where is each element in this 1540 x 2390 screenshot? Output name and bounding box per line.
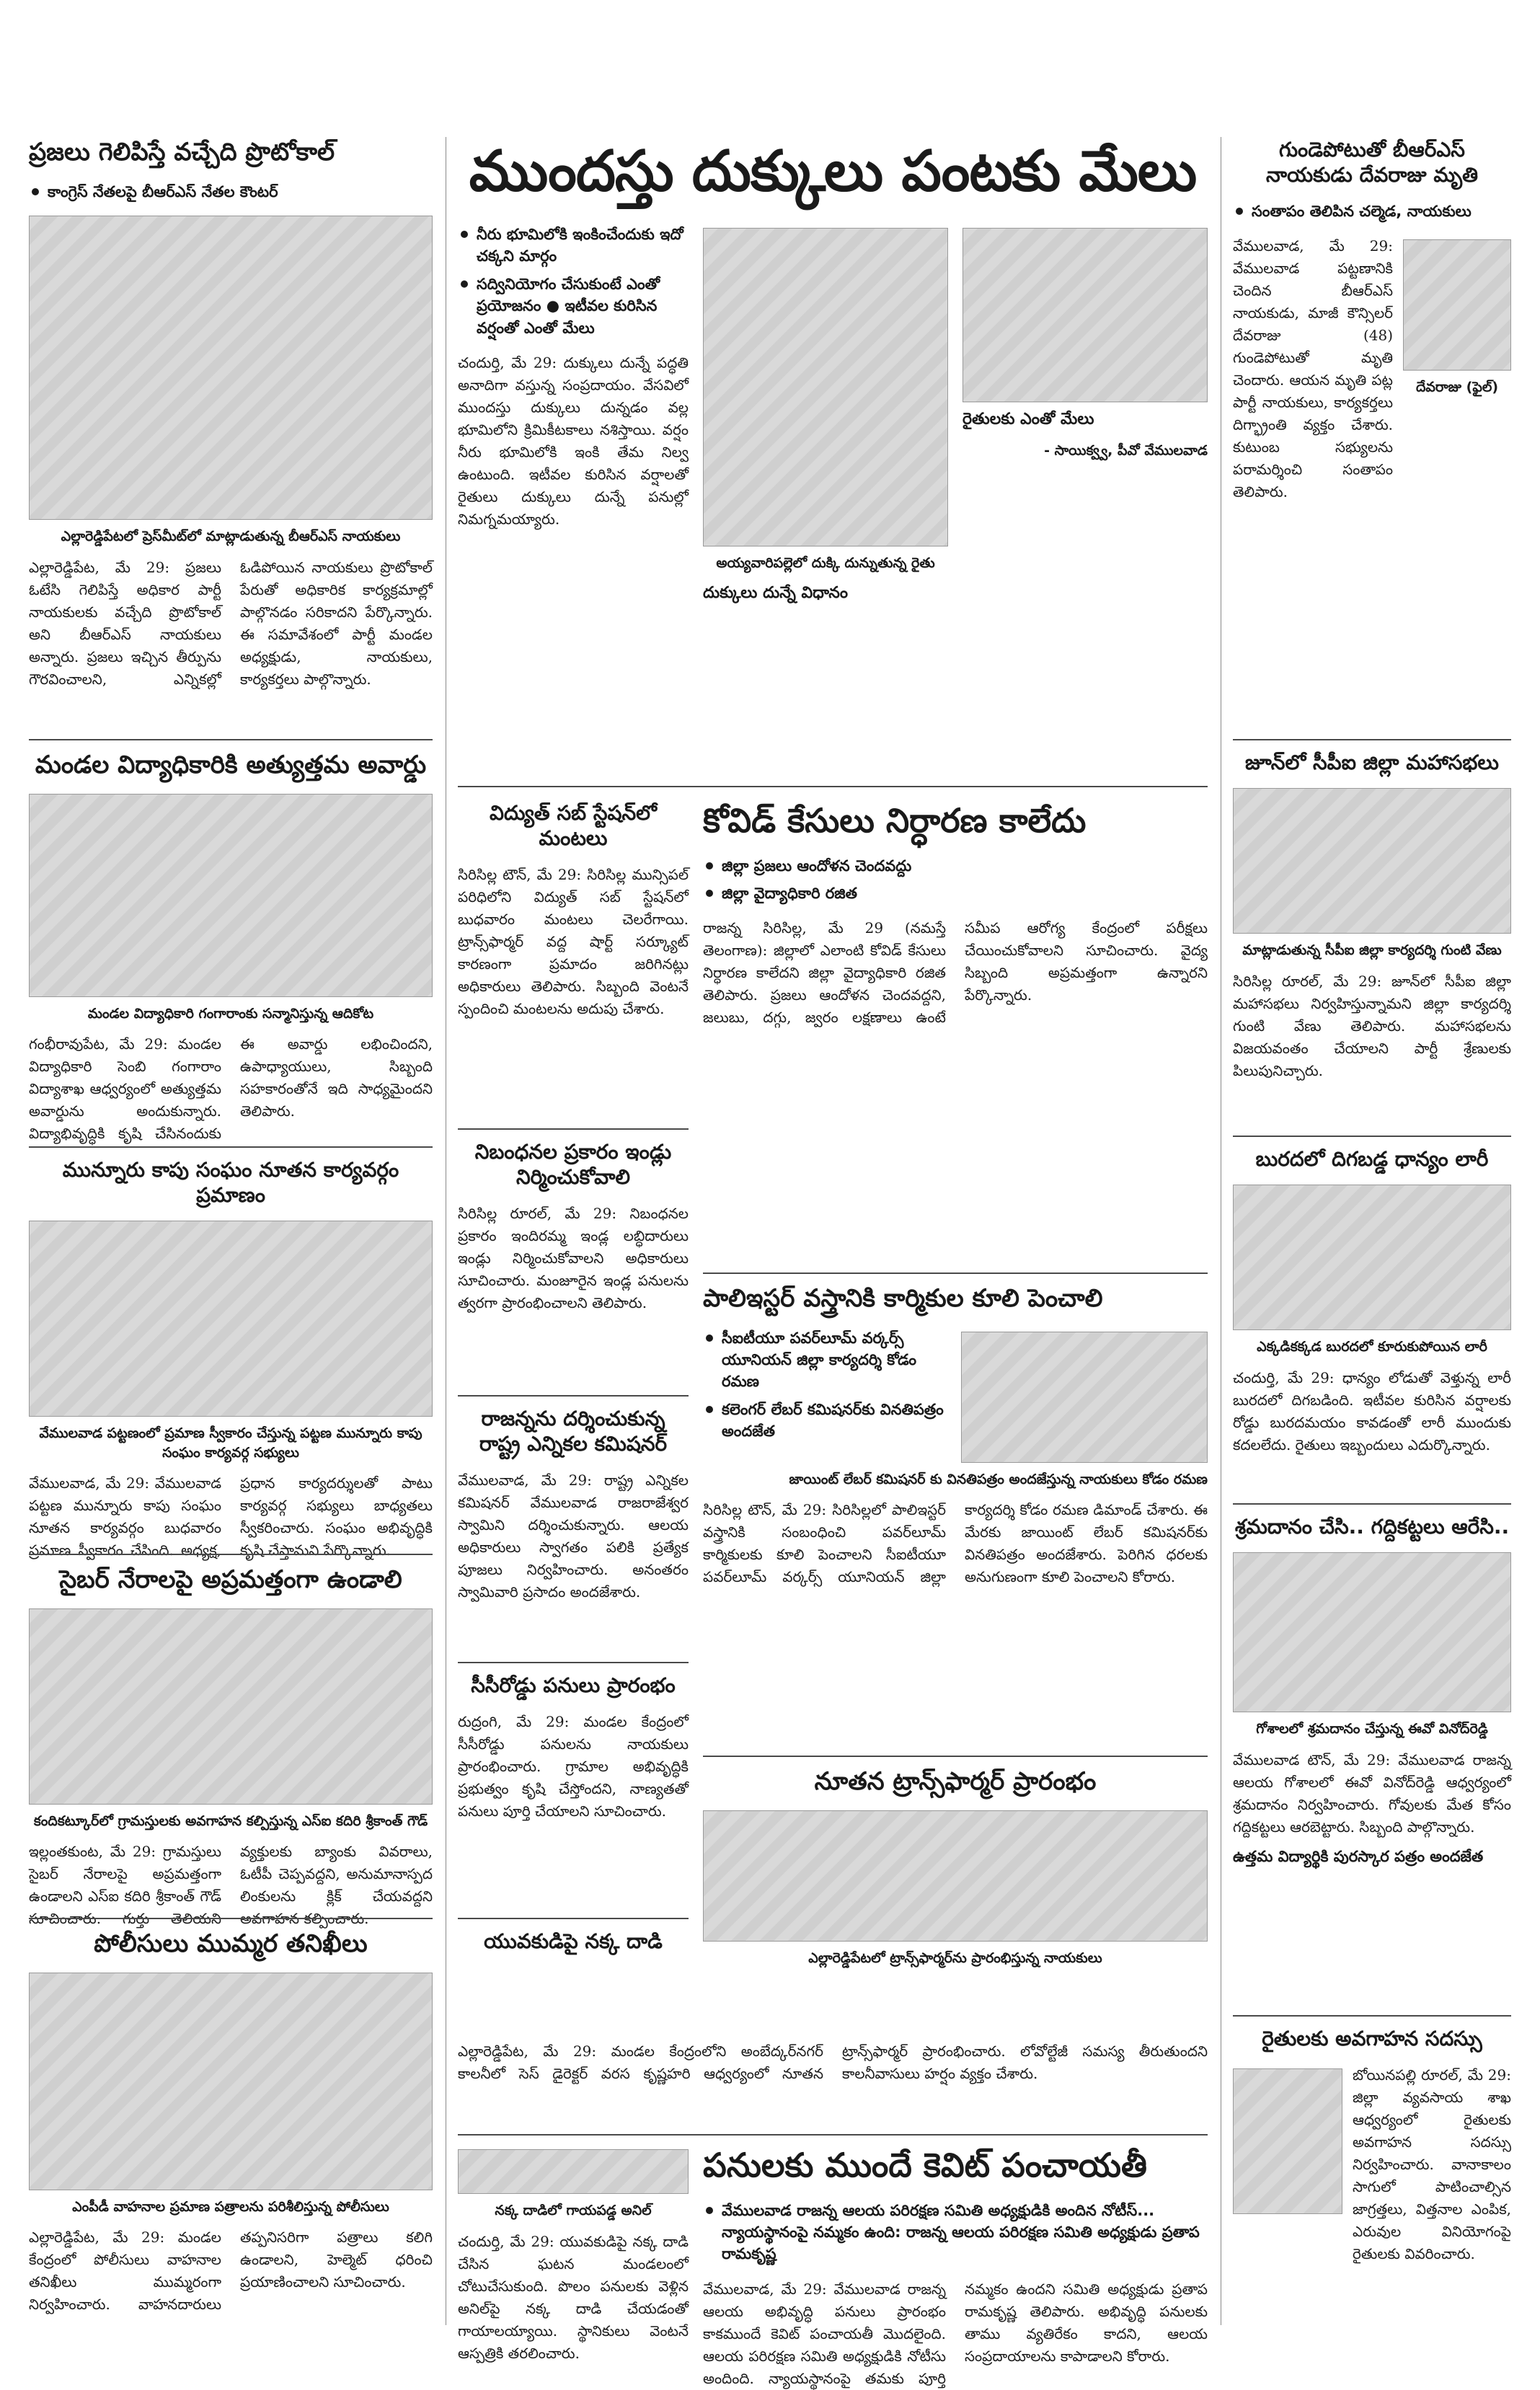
deck-line: సద్వినియోగం చేసుకుంటే ఎంతో ప్రయోజనం ● ఇటీవల కురిసిన వర్షంతో ఎంతో మేలు [458, 273, 689, 339]
deck-line: వేములవాడ రాజన్న ఆలయ పరిరక్షణ సమితి అధ్యక్షుడికి అందిన నోటీస్... న్యాయస్థానంపై నమ్మకం ఉంది: రాజన్న ఆలయ పరిరక్షణ సమితి అధ్యక్షుడు ప్రతాప రామకృష్ణ [703, 2200, 1208, 2265]
headline: నిబంధనల ప్రకారం ఇండ్లు నిర్మించుకోవాలి [474, 1140, 672, 1189]
headline: రైతులకు అవగాహన సదస్సు [1262, 2027, 1482, 2050]
news-photo [29, 1221, 433, 1417]
headline: జూన్‌లో సీపీఐ జిల్లా మహాసభలు [1245, 751, 1499, 774]
news-photo [961, 1332, 1208, 1463]
deck-line: కలెంగర్ లేబర్ కమిషనర్‌కు వినతిపత్రం అందజేత [703, 1399, 947, 1443]
middle-column-a [458, 800, 689, 2040]
news-photo [1233, 2068, 1342, 2214]
story-transformer [703, 1766, 1208, 2040]
story-body: సిరిసిల్ల టౌన్, మే 29: సిరిసిల్లలో పాలిఇస్టర్ వస్త్రానికి సంబంధించి పవర్‌లూమ్ కార్మికులకు కూలి పెంచాలని సీఐటీయూ పవర్‌లూమ్ వర్కర్స్ యూనియన్ జిల్లా కార్యదర్శి కోడం రమణ డిమాండ్ చేశారు. ఈ మేరకు జాయింట్ లేబర్ కమిషనర్‌కు వినతిపత్రం అందజేశారు. పెరిగిన ధరలకు అనుగుణంగా కూలి పెంచాలని కోరారు. [703, 1501, 1208, 1586]
news-photo [703, 1810, 1208, 1942]
story-body: బోయినపల్లి రూరల్, మే 29: జిల్లా వ్యవసాయ శాఖ ఆధ్వర్యంలో రైతులకు అవగాహన సదస్సు నిర్వహించారు. వానాకాలం సాగులో పాటించాల్సిన జాగ్రత్తలు, విత్తనాల ఎంపిక, ఎరువుల వినియోగంపై రైతులకు వివరించారు. [1353, 2066, 1511, 2262]
photo-caption: కందికట్కూర్‌లో గ్రామస్తులకు అవగాహన కల్పిస్తున్న ఎస్ఐ కదిరి శ్రీకాంత్ గౌడ్ [33, 1813, 428, 1829]
divider [703, 1273, 1208, 1274]
story-covid [703, 800, 1208, 1262]
photo-caption: ఎక్కడికక్కడ బురదలో కూరుకుపోయిన లారీ [1257, 1339, 1487, 1355]
subhead: ఉత్తమ విద్యార్థికి పురస్కార పత్రం అందజేత [1233, 1847, 1484, 1865]
photo-caption: దేవరాజు (ఫైల్) [1415, 379, 1499, 396]
middle-column-b [703, 800, 1208, 2040]
photo-caption: ఎంపీడీ వాహనాల ప్రమాణ పత్రాలను పరిశీలిస్తున్న పోలీసులు [72, 2198, 389, 2215]
story-body: వేములవాడ, మే 29: వేములవాడ పట్టణ మున్నూరు కాపు సంఘం నూతన కార్యవర్గం బుధవారం ప్రమాణ స్వీకారం చేసింది. అధ్యక్ష, ప్రధాన కార్యదర్శులతో పాటు కార్యవర్గ సభ్యులు బాధ్యతలు స్వీకరించారు. సంఘం అభివృద్ధికి కృషి చేస్తామని పేర్కొన్నారు. [29, 1474, 433, 1559]
awareness-row [1233, 2064, 1511, 2265]
news-photo [29, 1608, 433, 1805]
news-photo [962, 228, 1208, 402]
news-photo [1233, 788, 1511, 934]
story-munnuru [29, 1157, 433, 1559]
photo-caption: వేములవాడ పట్టణంలో ప్రమాణ స్వీకారం చేస్తున్న పట్టణ మున్నూరు కాపు సంఘం కార్యవర్గ సభ్యులు [39, 1425, 422, 1461]
divider [1233, 739, 1511, 740]
story-housing [458, 1139, 689, 1384]
headline: పనులకు ముందే కెవిట్ పంచాయతీ [703, 2146, 1148, 2185]
news-photo [1233, 1552, 1511, 1712]
photo-caption: ఎల్లారెడ్డిపేటలో ప్రెస్‌మీట్‌లో మాట్లాడుతున్న బీఆర్ఎస్ నాయకులు [61, 528, 401, 544]
story-body: ఎల్లారెడ్డిపేట, మే 29: మండల కేంద్రంలో పోలీసులు వాహనాల తనిఖీలు ముమ్మరంగా నిర్వహించారు. వాహనదారులు తప్పనిసరిగా పత్రాలు కలిగి ఉండాలని, హెల్మెట్ ధరించి ప్రయాణించాలని సూచించారు. [29, 2229, 433, 2314]
story-cc-road [458, 1673, 689, 1911]
story-body: గంభీరావుపేట, మే 29: మండల విద్యాధికారి సెంబి గంగారాం విద్యాశాఖ ఆధ్వర్యంలో అత్యుత్తమ అవార్డును అందుకున్నారు. విద్యాభివృద్ధికి కృషి చేసినందుకు ఈ అవార్డు లభించిందని, ఉపాధ్యాయులు, సిబ్బంది సహకారంతోనే ఇది సాధ్యమైందని తెలిపారు. [29, 1035, 433, 1143]
headline: రాజన్నను దర్శించుకున్న రాష్ట్ర ఎన్నికల కమిషనర్ [479, 1407, 668, 1456]
headline: పోలీసులు ముమ్మర తనిఖీలు [94, 1929, 368, 1958]
divider [458, 1918, 689, 1919]
story-body: చందుర్తి, మే 29: యువకుడిపై నక్క దాడి చేసిన ఘటన మండలంలో చోటుచేసుకుంది. పొలం పనులకు వెళ్లిన అనిల్‌పై నక్క దాడి చేయడంతో గాయాలయ్యాయి. స్థానికులు వెంటనే ఆస్పత్రికి తరలించారు. [458, 2232, 689, 2362]
story-awareness [1233, 2026, 1511, 2325]
devaraju-row [1233, 235, 1511, 503]
deck-line: జిల్లా ప్రజలు ఆందోళన చెందవద్దు [703, 855, 1208, 877]
photo-caption: మండల విద్యాధికారి గంగారాంకు సన్మానిస్తున్న ఆదికోట [87, 1005, 374, 1022]
story-body: వేములవాడ, మే 29: రాష్ట్ర ఎన్నికల కమిషనర్ వేములవాడ రాజరాజేశ్వర స్వామిని దర్శించుకున్నారు. ఆలయ అధికారులు స్వాగతం పలికి ప్రత్యేక పూజలు నిర్వహించారు. అనంతరం స్వామివారి ప్రసాదం అందజేశారు. [458, 1471, 689, 1601]
deck-line: నీరు భూమిలోకి ఇంకించేందుకు ఇదో చక్కని మార్గం [458, 223, 689, 267]
headline: ప్రజలు గెలిపిస్తే వచ్చేది ప్రొటోకాల్ [29, 138, 335, 167]
headline: బురదలో దిగబడ్డ ధాన్యం లారీ [1255, 1147, 1489, 1171]
story-body: రుద్రంగి, మే 29: మండల కేంద్రంలో సీసీరోడ్డు పనులను నాయకులు ప్రారంభించారు. గ్రామాల అభివృద్ధికి ప్రభుత్వం కృషి చేస్తోందని, నాణ్యతతో పనులు పూర్తి చేయాలని సూచించారు. [458, 1713, 689, 1820]
lead-right-block [962, 223, 1208, 476]
divider [458, 1395, 689, 1397]
divider [29, 1146, 433, 1148]
story-cyber [29, 1564, 433, 1928]
divider [1233, 1503, 1511, 1505]
left-column [29, 137, 433, 2325]
story-award [29, 750, 433, 1143]
story-body: ఎల్లారెడ్డిపేట, మే 29: ప్రజలు ఓటేసి గెలిపిస్తే అధికార పార్టీ నాయకులకు వచ్చేది ప్రొటోకాల్ అని బీఆర్ఎస్ నాయకులు అన్నారు. ప్రజలు ఇచ్చిన తీర్పును గౌరవించాలని, ఎన్నికల్లో ఓడిపోయిన నాయకులు ప్రొటోకాల్ పేరుతో అధికారిక కార్యక్రమాల్లో పాల్గొనడం సరికాదని పేర్కొన్నారు. ఈ సమావేశంలో పార్టీ మండల అధ్యక్షుడు, నాయకులు, కార్యకర్తలు పాల్గొన్నారు. [29, 558, 433, 688]
deck-list [703, 1327, 947, 1457]
deck-list [1233, 200, 1511, 222]
story-shramadanam [1233, 1514, 1511, 2004]
divider [703, 1756, 1208, 1757]
news-photo [29, 216, 433, 520]
deck-line: కాంగ్రెస్ నేతలపై బీఆర్ఎస్ నేతల కౌంటర్ [29, 181, 433, 203]
story-body: చందుర్తి, మే 29: ధాన్యం లోడుతో వెళ్తున్న లారీ బురదలో దిగబడింది. ఇటీవల కురిసిన వర్షాలకు రోడ్డు బురదమయం కావడంతో లారీ ముందుకు కదలలేదు. రైతులు ఇబ్బందులు ఎదుర్కొన్నారు. [1233, 1368, 1511, 1453]
story-substation [458, 800, 689, 1117]
divider [29, 1554, 433, 1555]
deck-list [458, 223, 689, 339]
newspaper-page [29, 29, 1511, 2387]
byline: - సాయిక్వ్వ, పీవో వేములవాడ [1044, 442, 1208, 459]
headline: మండల విద్యాధికారికి అత్యుత్తమ అవార్డు [35, 751, 427, 779]
subhead: దుక్కులు దున్నే విధానం [703, 583, 848, 602]
fox-bottom [458, 2145, 689, 2362]
lead-headline: ముందస్తు దుక్కులు పంటకు మేలు [469, 139, 1197, 204]
photo-caption: గోశాలలో శ్రమదానం చేస్తున్న ఈవో వినోద్‌రెడ్డి [1256, 1721, 1488, 1737]
photo-caption: అయ్యవారిపల్లెలో దుక్కి దున్నుతున్న రైతు [716, 555, 935, 571]
deck-list [703, 2200, 1208, 2265]
story-police [29, 1929, 433, 2325]
story-election [458, 1406, 689, 1651]
news-photo [703, 228, 948, 546]
divider [458, 1128, 689, 1130]
headline: శ్రమదానం చేసి.. గద్దికట్టలు ఆరేసి.. [1234, 1515, 1510, 1539]
subhead: రైతులకు ఎంతో మేలు [962, 410, 1094, 428]
transformer-body: ఎల్లారెడ్డిపేట, మే 29: మండల కేంద్రంలోని అంబేద్కర్‌నగర్ కాలనీలో సెస్ డైరెక్టర్ వరస కృష్ణహరి ఆధ్వర్యంలో నూతన ట్రాన్స్‌ఫార్మర్ ప్రారంభించారు. లోవోల్టేజీ సమస్య తీరుతుందని కాలనీవాసులు హర్షం వ్యక్తం చేశారు. [458, 2042, 1208, 2082]
headline: మున్నూరు కాపు సంఘం నూతన కార్యవర్గం ప్రమాణం [62, 1158, 399, 1207]
story-body: సిరిసిల్ల రూరల్, మే 29: నిబంధనల ప్రకారం ఇందిరమ్మ ఇండ్ల లబ్ధిదారులు ఇండ్లు నిర్మించుకోవాలని అధికారులు సూచించారు. మంజూరైన ఇండ్ల పనులను త్వరగా ప్రారంభించాలని తెలిపారు. [458, 1205, 689, 1311]
divider [29, 1918, 433, 1919]
portrait-block [1403, 235, 1511, 503]
divider [458, 1662, 689, 1663]
headline: గుండెపోటుతో బీఆర్ఎస్ నాయకుడు దేవరాజు మృతి [1266, 138, 1478, 187]
lead-photo-block [703, 223, 948, 616]
story-polyester [703, 1283, 1208, 1745]
polyester-top-row [703, 1327, 1208, 1470]
story-body: రాజన్న సిరిసిల్ల, మే 29 (నమస్తే తెలంగాణ): జిల్లాలో ఎలాంటి కోవిడ్ కేసులు నిర్ధారణ కాలేదని జిల్లా వైద్యాధికారి రజిత తెలిపారు. ప్రజలు ఆందోళన చెందవద్దని, జలుబు, దగ్గు, జ్వరం లక్షణాలు ఉంటే సమీప ఆరోగ్య కేంద్రంలో పరీక్షలు చేయించుకోవాలని సూచించారు. వైద్య సిబ్బంది అప్రమత్తంగా ఉన్నారని పేర్కొన్నారు. [703, 919, 1208, 1027]
photo-caption: నక్క దాడిలో గాయపడ్డ అనిల్ [495, 2203, 652, 2218]
deck-line: సంతాపం తెలిపిన చల్మెడ, నాయకులు [1233, 200, 1511, 222]
story-kevit [703, 2145, 1208, 2387]
headline: కోవిడ్ కేసులు నిర్ధారణ కాలేదు [703, 801, 1087, 840]
story-lead [458, 137, 1208, 771]
headline: యువకుడిపై నక్క దాడి [484, 1929, 663, 1953]
headline: సీసీరోడ్డు పనులు ప్రారంభం [471, 1673, 676, 1697]
story-body: వేములవాడ, మే 29: వేములవాడ పట్టణానికి చెందిన బీఆర్ఎస్ నాయకుడు, మాజీ కౌన్సిలర్ దేవరాజు (48) గుండెపోటుతో మృతి చెందారు. ఆయన మృతి పట్ల పార్టీ నాయకులు, కార్యకర్తలు దిగ్భ్రాంతి వ్యక్తం చేశారు. కుటుంబ సభ్యులను పరామర్శించి సంతాపం తెలిపారు. [1233, 237, 1393, 501]
divider [458, 786, 1208, 787]
photo-caption: మాట్లాడుతున్న సీపీఐ జిల్లా కార్యదర్శి గుంటి వేణు [1242, 942, 1502, 958]
story-lorry [1233, 1146, 1511, 1492]
deck-list [29, 181, 433, 203]
divider [458, 2134, 1208, 2135]
headline: సైబర్ నేరాలపై అప్రమత్తంగా ఉండాలి [59, 1565, 402, 1594]
story-cpi [1233, 750, 1511, 1125]
story-body: సిరిసిల్ల రూరల్, మే 29: జూన్‌లో సీపీఐ జిల్లా మహాసభలు నిర్వహిస్తున్నామని జిల్లా కార్యదర్శి గుంటి వేణు తెలిపారు. మహాసభలను విజయవంతం చేయాలని పార్టీ శ్రేణులకు పిలుపునిచ్చారు. [1233, 972, 1511, 1079]
photo-caption: ఎల్లారెడ్డిపేటలో ట్రాన్స్‌ఫార్మర్‌ను ప్రారంభిస్తున్న నాయకులు [808, 1949, 1102, 1966]
divider [1233, 2015, 1511, 2017]
portrait-photo [1403, 239, 1511, 371]
news-photo [458, 2149, 689, 2194]
headline: పాలిఇస్టర్ వస్త్రానికి కార్మికుల కూలి పెంచాలి [703, 1284, 1103, 1313]
story-body: ఇల్లంతకుంట, మే 29: గ్రామస్తులు సైబర్ నేరాలపై అప్రమత్తంగా ఉండాలని ఎస్ఐ కదిరి శ్రీకాంత్ గౌడ్ సూచించారు. గుర్తు తెలియని వ్యక్తులకు బ్యాంకు వివరాలు, ఓటీపీ చెప్పవద్దని, అనుమానాస్పద లింకులను క్లిక్ చేయవద్దని అవగాహన కల్పించారు. [29, 1843, 433, 1928]
deck-line: సీఐటీయూ పవర్‌లూమ్ వర్కర్స్ యూనియన్ జిల్లా కార్యదర్శి కోడం రమణ [703, 1327, 947, 1393]
news-photo [29, 794, 433, 997]
story-body: వేములవాడ, మే 29: వేములవాడ రాజన్న ఆలయ అభివృద్ధి పనులు ప్రారంభం కాకముందే కెవిట్ పంచాయతీ మొదలైంది. ఆలయ పరిరక్షణ సమితి అధ్యక్షుడికి నోటీసు అందింది. న్యాయస్థానంపై తమకు పూర్తి నమ్మకం ఉందని సమితి అధ్యక్షుడు ప్రతాప రామకృష్ణ తెలిపారు. అభివృద్ధి పనులకు తాము వ్యతిరేకం కాదని, ఆలయ సంప్రదాయాలను కాపాడాలని కోరారు. [703, 2280, 1208, 2387]
story-protocol [29, 137, 433, 728]
headline: విద్యుత్ సబ్ స్టేషన్‌లో మంటలు [490, 801, 657, 850]
lead-left-block [458, 223, 689, 531]
news-photo [29, 1973, 433, 2190]
story-body: వేములవాడ టౌన్, మే 29: వేములవాడ రాజన్న ఆలయ గోశాలలో ఈవో వినోద్‌రెడ్డి ఆధ్వర్యంలో శ్రమదానం నిర్వహించారు. గోవులకు మేత కోసం గద్దికట్టలు ఆరబెట్టారు. సిబ్బంది పాల్గొన్నారు. [1233, 1751, 1511, 1836]
story-body: సిరిసిల్ల టౌన్, మే 29: సిరిసిల్ల మున్సిపల్ పరిధిలోని విద్యుత్ సబ్ స్టేషన్‌లో బుధవారం మంటలు చెలరేగాయి. ట్రాన్స్‌ఫార్మర్ వద్ద షార్ట్ సర్క్యూట్ కారణంగా ప్రమాదం జరిగినట్లు అధికారులు తెలిపారు. సిబ్బంది వెంటనే స్పందించి మంటలను అదుపు చేశారు. [458, 866, 689, 1017]
divider [29, 739, 433, 740]
right-column [1233, 137, 1511, 2325]
deck-list [703, 855, 1208, 905]
story-fox [458, 1929, 689, 2044]
deck-line: జిల్లా వైద్యాధికారి రజిత [703, 882, 1208, 904]
story-devaraju [1233, 137, 1511, 728]
divider [1233, 1136, 1511, 1137]
story-body: చందుర్తి, మే 29: దుక్కులు దున్నే పద్ధతి అనాదిగా వస్తున్న సంప్రదాయం. వేసవిలో ముందస్తు దుక్కులు దున్నడం వల్ల భూమిలోని క్రిమికీటకాలు నశిస్తాయి. వర్షం నీరు భూమిలోకి ఇంకి తేమ నిల్వ ఉంటుంది. ఇటీవల కురిసిన వర్షాలతో రైతులు దుక్కులు దున్నే పనుల్లో నిమగ్నమయ్యారు. [458, 354, 689, 528]
news-photo [1233, 1185, 1511, 1330]
headline: నూతన ట్రాన్స్‌ఫార్మర్ ప్రారంభం [814, 1767, 1097, 1796]
photo-caption: జాయింట్ లేబర్ కమిషనర్ కు వినతిపత్రం అందజేస్తున్న నాయకులు కోడం రమణ [789, 1471, 1208, 1487]
